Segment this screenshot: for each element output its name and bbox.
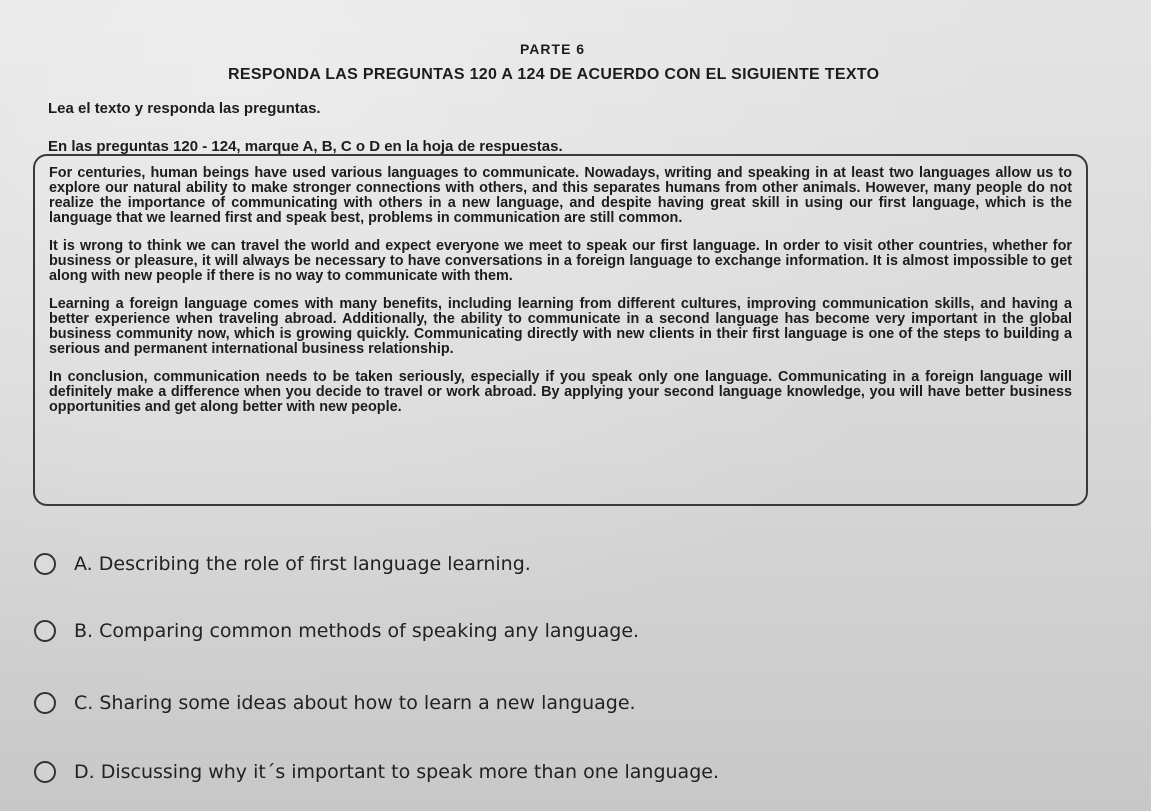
passage-paragraph-3: Learning a foreign language comes with many benefits, including learning from different cultures, improving communication skills, and having a better experience when traveling abroad. Additionally, the ability to communicate in a second language has become very important in the global business community now, which is growing quickly. Communicating directly with new clients in their first language is one of the steps to building a serious and permanent international business relationship. bbox=[49, 296, 1072, 357]
option-d[interactable] bbox=[34, 761, 719, 783]
option-b-label: B. Comparing common methods of speaking any language. bbox=[74, 620, 640, 642]
option-c-label: C. Sharing some ideas about how to learn a new language. bbox=[74, 692, 636, 714]
main-instruction: RESPONDA LAS PREGUNTAS 120 A 124 DE ACUERDO CON EL SIGUIENTE TEXTO bbox=[228, 66, 880, 83]
passage-paragraph-2: It is wrong to think we can travel the world and expect everyone we meet to speak our first language. In order to visit other countries, whether for business or pleasure, it will always be necessary to have conversations in a foreign language to exchange information. It is almost impossible to get along with new people if there is no way to communicate with them. bbox=[49, 238, 1072, 284]
passage-paragraph-4: In conclusion, communication needs to be taken seriously, especially if you speak only one language. Communicating in a foreign language will definitely make a difference when you decide to travel or work abroad. By applying your second language knowledge, you will have better business opportunities and get along better with new people. bbox=[49, 369, 1072, 415]
radio-button-c[interactable] bbox=[34, 692, 56, 714]
option-a-label: A. Describing the role of first language learning. bbox=[74, 553, 531, 575]
option-d-label: D. Discussing why it´s important to speak more than one language. bbox=[74, 761, 719, 783]
option-a[interactable] bbox=[34, 553, 531, 575]
mark-instruction: En las preguntas 120 - 124, marque A, B, C o D en la hoja de respuestas. bbox=[48, 138, 563, 155]
option-c[interactable] bbox=[34, 692, 636, 714]
passage-paragraph-1: For centuries, human beings have used various languages to communicate. Nowadays, writing and speaking in at least two languages allow us to explore our natural ability to make stronger connections with others, and this separates humans from other animals. However, many people do not realize the importance of communicating with others in a new language, and despite having great skill in using our first language, which is the language that we learned first and speak best, problems in communication are still common. bbox=[49, 165, 1072, 226]
read-instruction: Lea el texto y responda las preguntas. bbox=[48, 100, 321, 117]
option-b[interactable] bbox=[34, 620, 639, 642]
radio-button-d[interactable] bbox=[34, 761, 56, 783]
part-title: PARTE 6 bbox=[520, 41, 586, 57]
radio-button-b[interactable] bbox=[34, 620, 56, 642]
reading-passage bbox=[33, 154, 1088, 506]
radio-button-a[interactable] bbox=[34, 553, 56, 575]
